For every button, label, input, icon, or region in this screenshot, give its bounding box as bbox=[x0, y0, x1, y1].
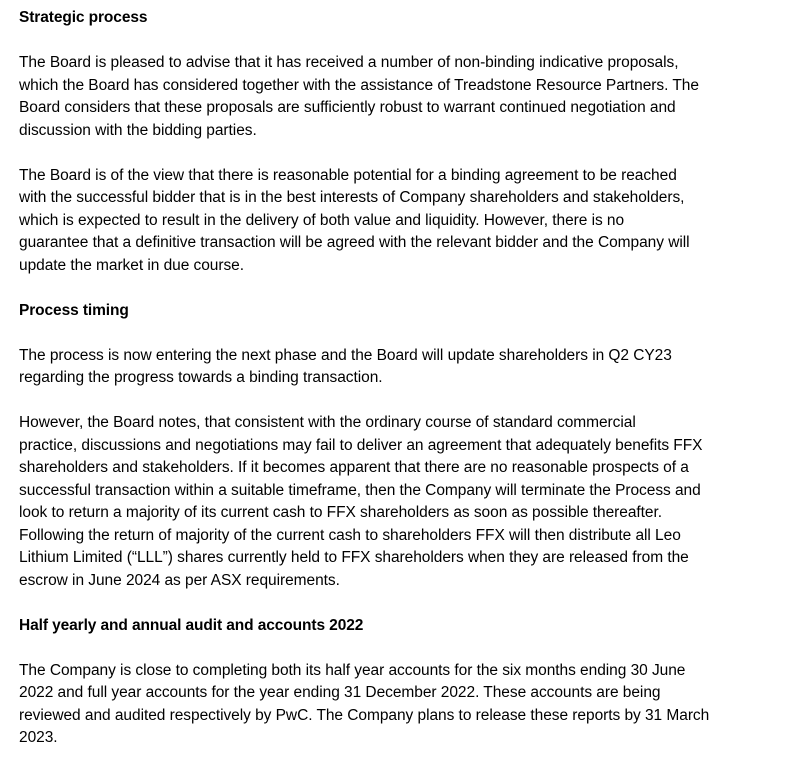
text-line: which is expected to result in the delivery of both value and liquidity. However, there is no bbox=[19, 211, 625, 229]
section-heading: Half yearly and annual audit and accounts 2022 bbox=[19, 616, 364, 634]
text-line: escrow in June 2024 as per ASX requirements. bbox=[19, 571, 340, 589]
text-line: guarantee that a definitive transaction will be agreed with the relevant bidder and the Company will bbox=[19, 234, 690, 251]
text-line: The Company is close to completing both its half year accounts for the six months ending 30 June bbox=[19, 661, 686, 679]
text-line: Following the return of majority of the current cash to shareholders FFX will then distribute all Leo bbox=[19, 526, 681, 544]
paragraph bbox=[19, 165, 779, 278]
paragraph bbox=[19, 660, 779, 750]
text-line: The process is now entering the next phase and the Board will update shareholders in Q2 CY23 bbox=[19, 346, 672, 364]
document-body bbox=[19, 7, 779, 750]
text-line: update the market in due course. bbox=[19, 256, 245, 274]
text-line: regarding the progress towards a binding transaction. bbox=[19, 369, 383, 386]
text-line: Board considers that these proposals are sufficiently robust to warrant continued negotiation and bbox=[19, 99, 676, 116]
text-line: with the successful bidder that is in the best interests of Company shareholders and stakeholders, bbox=[19, 189, 685, 206]
paragraph bbox=[19, 345, 779, 390]
text-line: 2023. bbox=[19, 729, 58, 746]
text-line: which the Board has considered together with the assistance of Treadstone Resource Partners. The bbox=[19, 76, 699, 94]
section-strategic-process bbox=[19, 7, 779, 277]
section-heading: Process timing bbox=[19, 301, 129, 319]
text-line: 2022 and full year accounts for the year ending 31 December 2022. These accounts are being bbox=[19, 684, 661, 701]
section-heading: Strategic process bbox=[19, 9, 148, 26]
text-line: discussion with the bidding parties. bbox=[19, 121, 257, 139]
text-line: practice, discussions and negotiations may fail to deliver an agreement that adequately benefits FFX bbox=[19, 436, 703, 454]
text-line: shareholders and stakeholders. If it becomes apparent that there are no reasonable prospects of a bbox=[19, 459, 689, 476]
paragraph bbox=[19, 52, 779, 142]
section-audit-accounts bbox=[19, 615, 779, 750]
text-line: successful transaction within a suitable timeframe, then the Company will terminate the Process and bbox=[19, 481, 701, 499]
section-process-timing bbox=[19, 300, 779, 593]
text-line: The Board is pleased to advise that it has received a number of non-binding indicative proposals, bbox=[19, 54, 679, 71]
paragraph bbox=[19, 412, 779, 592]
text-line: Lithium Limited (“LLL”) shares currently held to FFX shareholders when they are released from the bbox=[19, 549, 689, 566]
text-line: However, the Board notes, that consistent with the ordinary course of standard commercial bbox=[19, 414, 636, 431]
text-line: The Board is of the view that there is reasonable potential for a binding agreement to be reached bbox=[19, 166, 677, 184]
text-line: reviewed and audited respectively by PwC. The Company plans to release these reports by 31 March bbox=[19, 706, 710, 724]
text-line: look to return a majority of its current cash to FFX shareholders as soon as possible thereafter. bbox=[19, 504, 663, 521]
